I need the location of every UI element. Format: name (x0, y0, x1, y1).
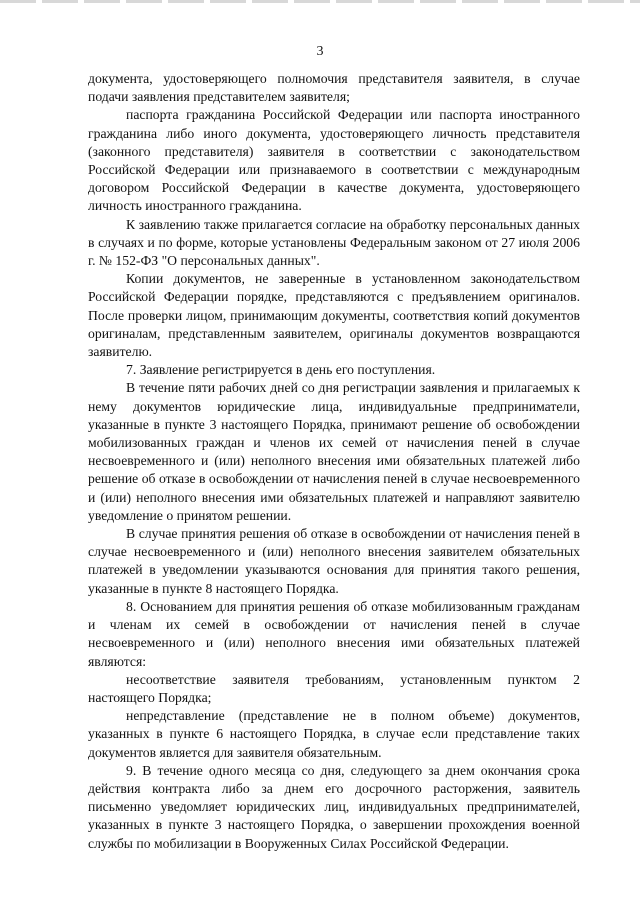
paragraph: К заявлению также прилагается согласие на обработку персональных данных в случаях и по форме, которые установлены Федеральным законом от 27 июля 2006 г. № 152-ФЗ "О персональных данных". (88, 216, 580, 269)
paragraph: В случае принятия решения об отказе в освобождении от начисления пеней в случае несвоевременного и (или) неполного внесения заявителем обязательных платежей в уведомлении указываются основания для принятия такого решения, указанные в пункте 8 настоящего Порядка. (88, 526, 580, 596)
paragraph: паспорта гражданина Российской Федерации или паспорта иностранного гражданина либо иного документа, удостоверяющего личность представителя (законного представителя) заявителя в соответствии с законодательством Российской Федерации или признаваемого в соответствии с международным договором Российской Федерации в качестве документа, удостоверяющего личность иностранного гражданина. (88, 107, 580, 214)
paragraph: 7. Заявление регистрируется в день его поступления. (126, 362, 436, 378)
paragraph: 9. В течение одного месяца со дня, следующего за днем окончания срока действия контракта либо за днем его досрочного расторжения, заявитель письменно уведомляет юридических лиц, индивидуальных предпринимателей, указанных в пункте 3 настоящего Порядка, о завершении прохождения военной службы по мобилизации в Вооруженных Силах Российской Федерации. (88, 762, 580, 851)
page-number: 3 (316, 44, 324, 59)
paragraph: 8. Основанием для принятия решения об отказе мобилизованным гражданам и членам их семей в освобождении от начисления пеней в случае несвоевременного и (или) неполного внесения ими обязательных платежей являются: (88, 598, 580, 669)
paragraph: документа, удостоверяющего полномочия представителя заявителя, в случае подачи заявления представителем заявителя; (88, 71, 580, 105)
document-body (88, 70, 580, 853)
paragraph: В течение пяти рабочих дней со дня регистрации заявления и прилагаемых к нему документов юридические лица, индивидуальные предприниматели, указанные в пункте 3 настоящего Порядка, принимают решение об освобождении мобилизованных граждан и членов их семей от начисления пеней в случае несвоевременного и (или) неполного внесения ими обязательных платежей либо решение об отказе в освобождении от начисления пеней в случае несвоевременного и (или) неполного внесения ими обязательных платежей и направляют заявителю уведомление о принятом решении. (88, 380, 580, 523)
paragraph: Копии документов, не заверенные в установленном законодательством Российской Федерации порядке, представляются с предъявлением оригиналов. После проверки лицом, принимающим документы, соответствия копий документов оригиналам, представленным заявителем, оригиналы документов возвращаются заявителю. (88, 271, 580, 360)
scan-edge (0, 0, 640, 3)
paragraph: непредставление (представление не в полном объеме) документов, указанных в пункте 6 настоящего Порядка, в случае если представление таких документов является для заявителя обязательным. (88, 708, 580, 760)
paragraph: несоответствие заявителя требованиям, установленным пунктом 2 настоящего Порядка; (88, 671, 580, 705)
